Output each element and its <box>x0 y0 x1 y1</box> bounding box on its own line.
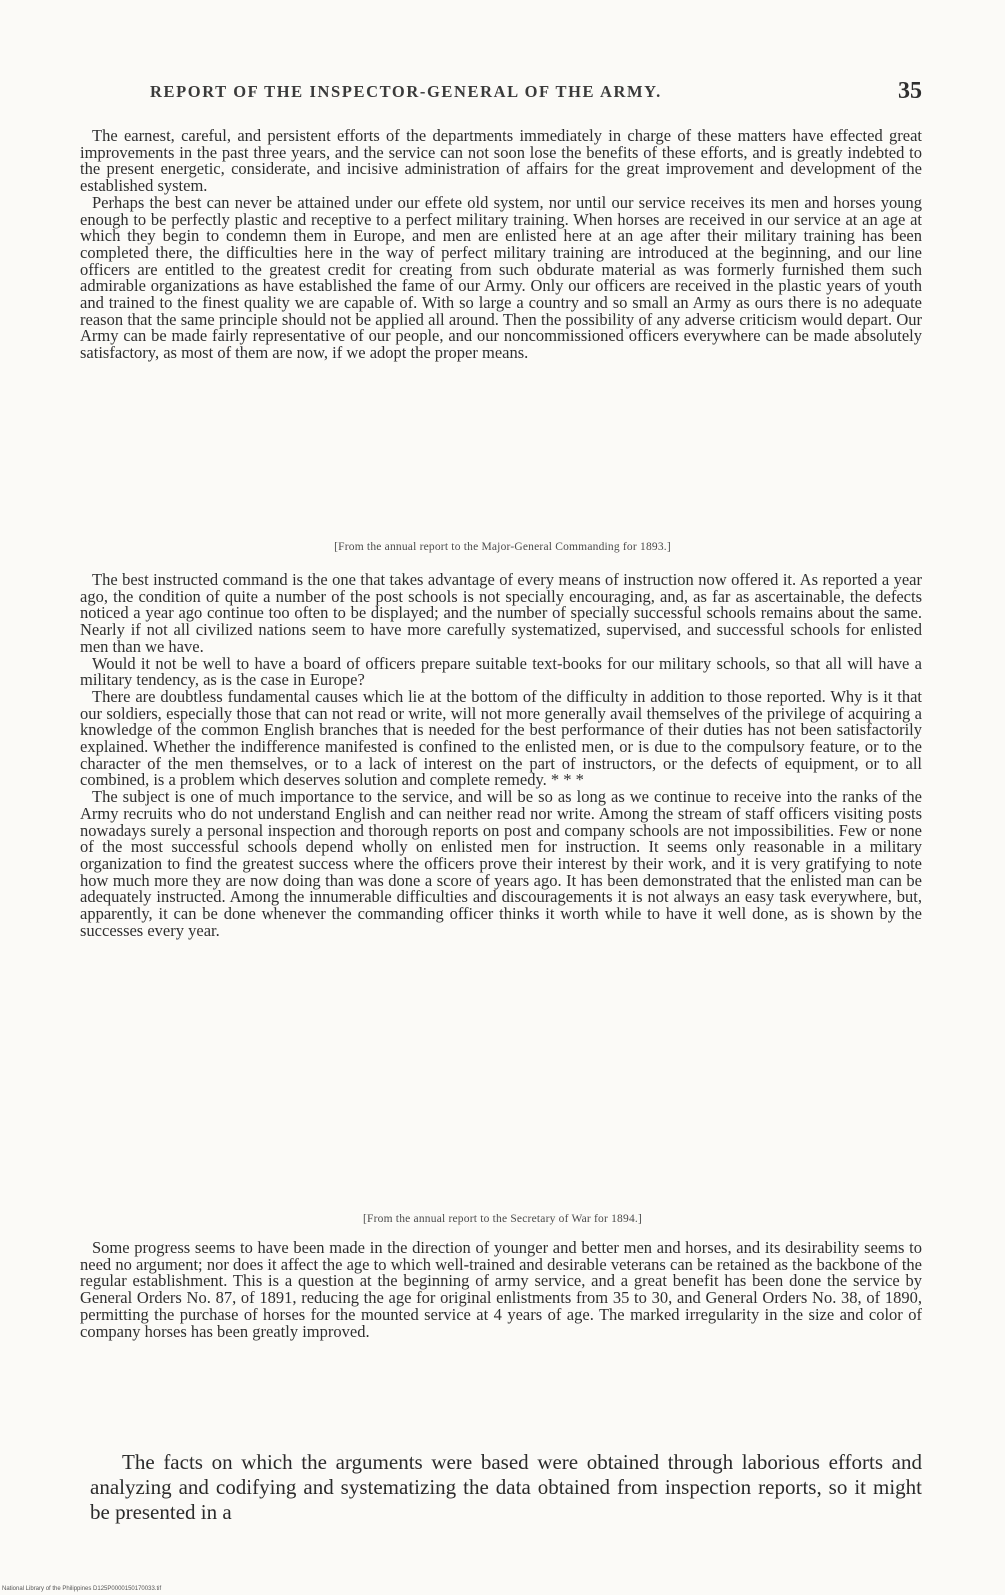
section-3 <box>80 1240 922 1340</box>
paragraph: There are doubtless fundamental causes which lie at the bottom of the difficulty in addition to those reported. Why is it that our soldiers, especially those that can not read or write, will not more generally avail themselves of the privilege of acquiring a knowledge of the common English branches that is needed for the best performance of their duties has not been satisfactorily explained. Whether the indifference manifested is confined to the enlisted men, or is due to the compulsory feature, or to the character of the men themselves, or to a lack of interest on the part of instructors, or the defects of equipment, or to all combined, is a problem which deserves solution and complete remedy. * * * <box>80 686 922 790</box>
paragraph: The facts on which the arguments were based were obtained through laborious efforts and analyzing and codifying and systematizing the data obtained from inspection reports, so it might be presented in a <box>90 1450 922 1524</box>
closing-paragraph <box>90 1450 922 1525</box>
paragraph: Would it not be well to have a board of officers prepare suitable text-books for our military schools, so that all will have a military tendency, as is the case in Europe? <box>80 653 922 690</box>
paragraph: The subject is one of much importance to the service, and will be so as long as we continue to receive into the ranks of the Army recruits who do not understand English and can neither read nor write. Among the stream of staff officers visiting posts nowadays surely a personal inspection and thorough reports on post and company schools are not impossibilities. Few or none of the most successful schools depend wholly on enlisted men for instruction. It seems only reasonable in a military organization to find the greatest success where the officers prove their interest by their work, and it is very gratifying to note how much more they are now doing than was done a score of years ago. It has been demonstrated that the enlisted man can be adequately instructed. Among the innumerable difficulties and discouragements it is not always an easy task everywhere, but, apparently, it can be done whenever the commanding officer thinks it worth while to have it well done, as is shown by the successes every year. <box>80 787 922 940</box>
page-number: 35 <box>898 78 922 104</box>
paragraph: The best instructed command is the one that takes advantage of every means of instruction now offered it. As reported a year ago, the condition of quite a number of the post schools is not specially encouraging, and, as far as ascertainable, the defects noticed a year ago continue too often to be displayed; and the number of specially successful schools remains about the same. Nearly if not all civilized nations seem to have more carefully systematized, supervised, and successful schools for enlisted men than we have. <box>80 570 922 656</box>
running-header <box>150 78 922 108</box>
section-1 <box>80 128 922 362</box>
citation-1893: [From the annual report to the Major-General Commanding for 1893.] <box>334 541 671 553</box>
paragraph: The earnest, careful, and persistent efforts of the departments immediately in charge of these matters have effected great improvements in the past three years, and the service can not soon lose the benefits of these efforts, and is greatly indebted to the present energetic, considerate, and incisive administration of affairs for the great improvement and development of the established system. <box>80 126 922 196</box>
header-title: REPORT OF THE INSPECTOR-GENERAL OF THE ARMY. <box>150 82 662 101</box>
scan-footer-note: National Library of the Philippines D125P0000150170033.tif <box>2 1586 162 1592</box>
section-2 <box>80 572 922 939</box>
paragraph: Perhaps the best can never be attained under our effete old system, nor until our service receives its men and horses young enough to be perfectly plastic and receptive to a perfect military training. When horses are received in our service at an age at which they begin to condemn them in Europe, and men are enlisted here at an age after their military training has been completed there, the difficulties here in the way of perfect military training are introduced at the beginning, and our line officers are entitled to the greatest credit for creating from such obdurate material as was formerly furnished them such admirable organizations as have established the fame of our Army. Only our officers are received in the plastic years of youth and trained to the finest quality we are capable of. With so large a country and so small an Army as ours there is no adequate reason that the same principle should not be applied all around. Then the possibility of any adverse criticism would depart. Our Army can be made fairly representative of our people, and our noncommissioned officers everywhere can be made absolutely satisfactory, as most of them are now, if we adopt the proper means. <box>80 192 922 363</box>
citation-1894: [From the annual report to the Secretary of War for 1894.] <box>362 1213 643 1225</box>
paragraph: Some progress seems to have been made in the direction of younger and better men and horses, and its desirability seems to need no argument; nor does it affect the age to which well-trained and desirable veterans can be retained as the backbone of the regular establishment. This is a question at the beginning of army service, and a great benefit has been done the service by General Orders No. 87, of 1891, reducing the age for original enlistments from 35 to 30, and General Orders No. 38, of 1890, permitting the purchase of horses for the mounted service at 4 years of age. The marked irregularity in the size and color of company horses has been greatly improved. <box>80 1238 922 1341</box>
